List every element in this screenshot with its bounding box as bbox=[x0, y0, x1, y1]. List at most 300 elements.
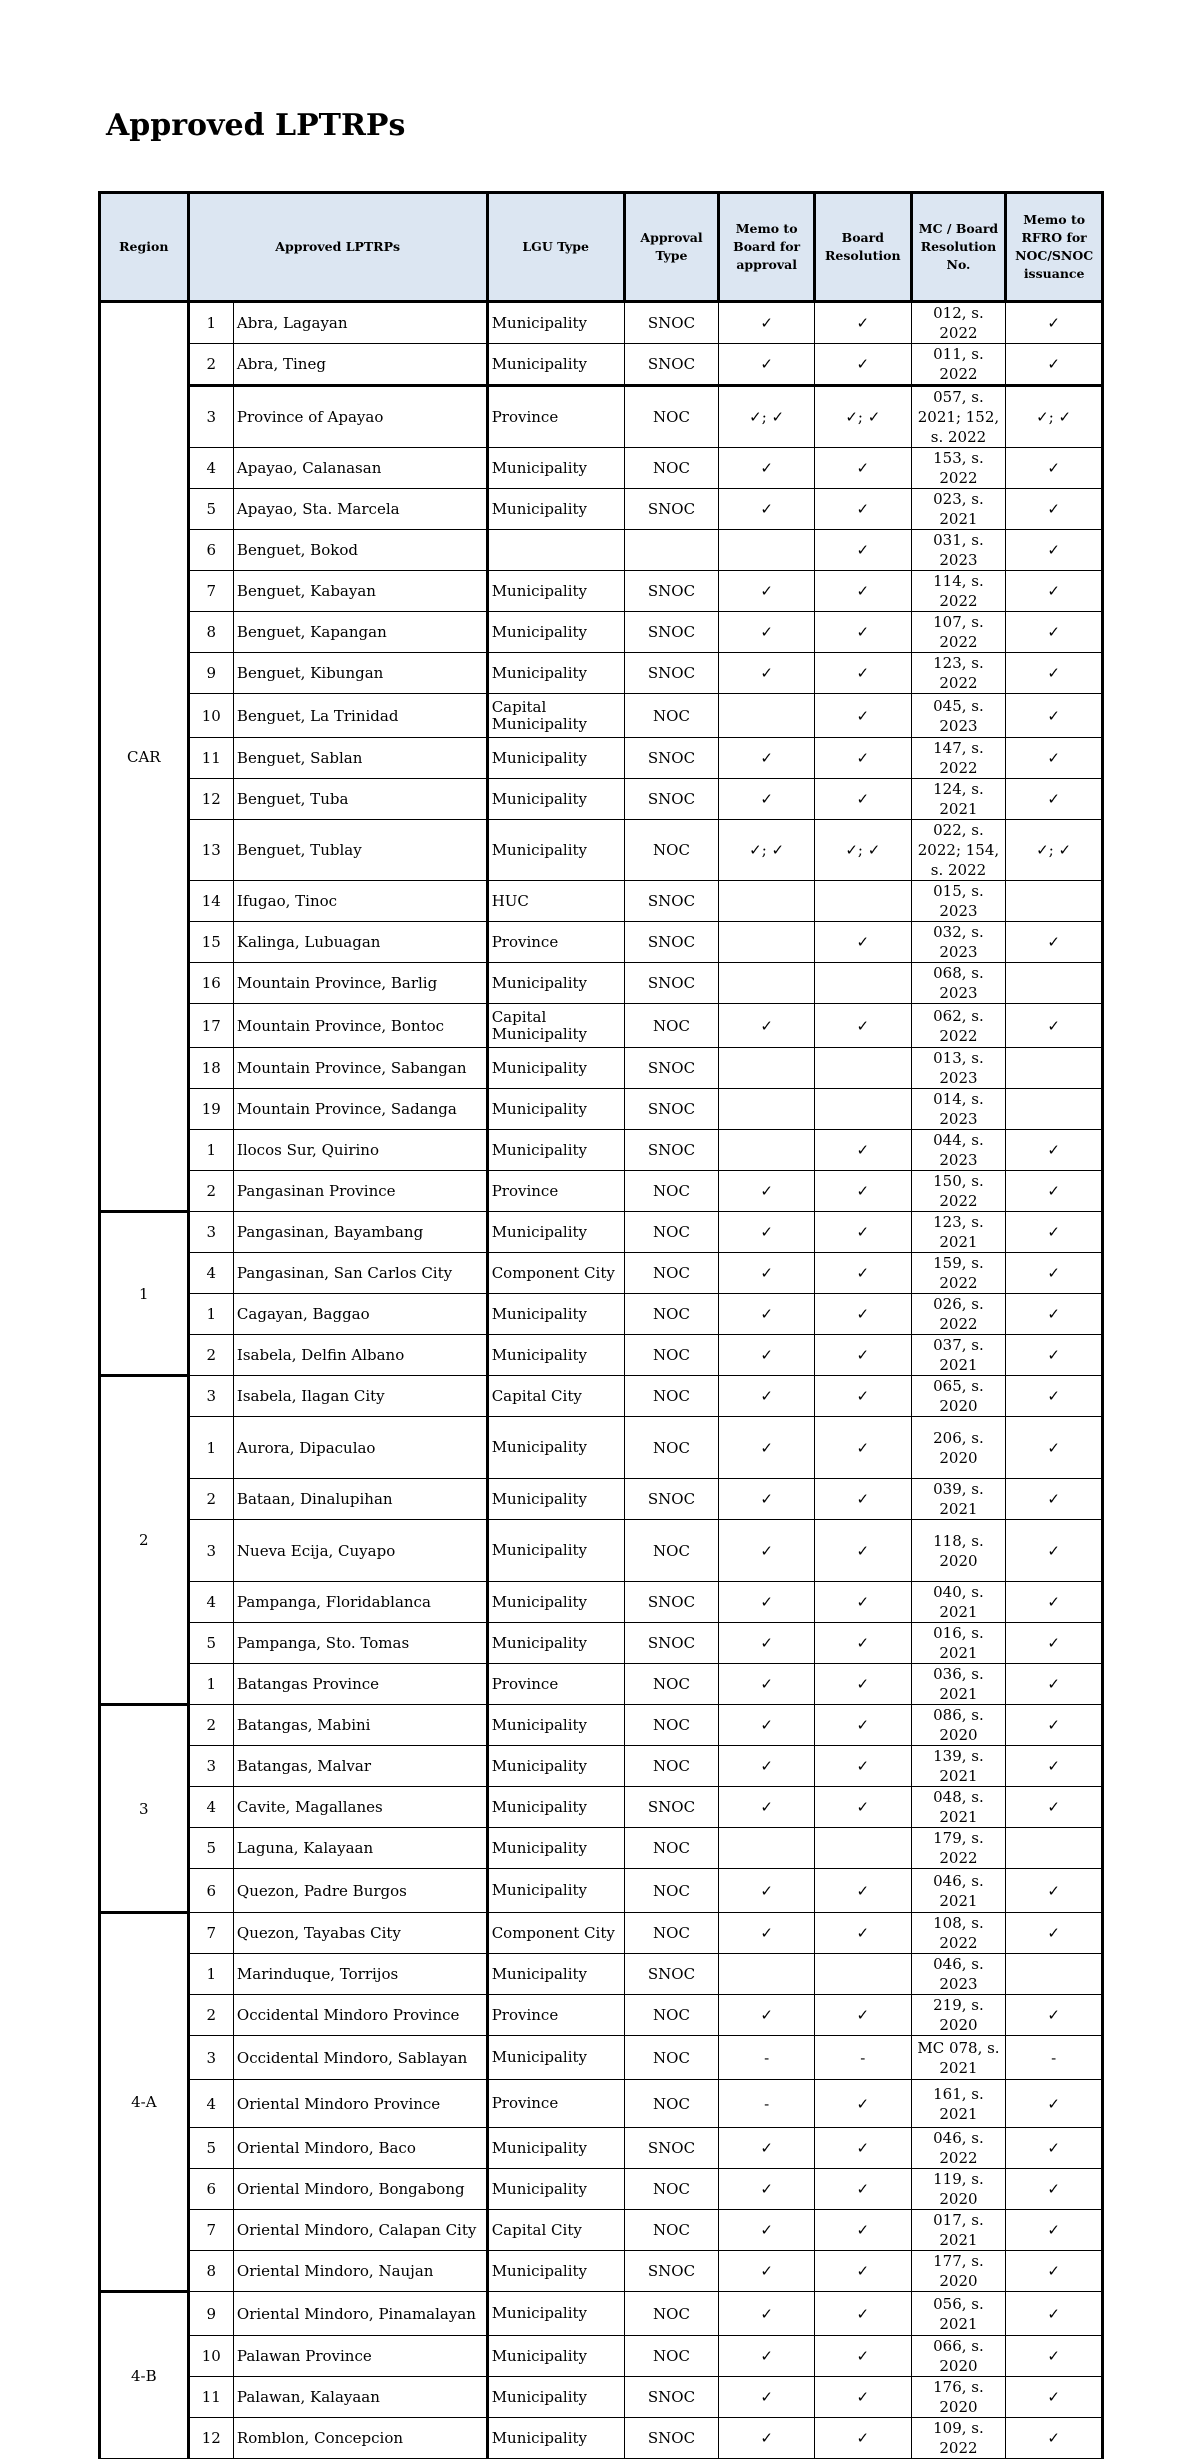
approval-type: SNOC bbox=[624, 1623, 719, 1664]
row-number: 1 bbox=[188, 1954, 233, 1995]
mc-number: 039, s. 2021 bbox=[911, 1479, 1006, 1520]
approval-type: NOC bbox=[624, 1335, 719, 1376]
row-number: 8 bbox=[188, 612, 233, 653]
header-memo-board: Memo to Board for approval bbox=[719, 193, 815, 302]
lgu-type: Municipality bbox=[487, 2418, 624, 2459]
lgu-type: Province bbox=[487, 2080, 624, 2128]
mc-number: 139, s. 2021 bbox=[911, 1746, 1006, 1787]
mc-number: MC 078, s. 2021 bbox=[911, 2036, 1006, 2080]
approval-type: SNOC bbox=[624, 1787, 719, 1828]
memo-rfro-check: ✓ bbox=[1006, 2210, 1103, 2251]
lgu-type: Municipality bbox=[487, 1417, 624, 1479]
table-row bbox=[100, 1913, 1103, 1954]
memo-board-check bbox=[719, 922, 815, 963]
approval-type: SNOC bbox=[624, 922, 719, 963]
approval-type: SNOC bbox=[624, 881, 719, 922]
table-row bbox=[100, 1623, 1103, 1664]
lptrp-name: Oriental Mindoro, Naujan bbox=[233, 2251, 487, 2292]
lptrp-name: Isabela, Delfin Albano bbox=[233, 1335, 487, 1376]
mc-number: 046, s. 2023 bbox=[911, 1954, 1006, 1995]
board-resolution-check: ✓ bbox=[814, 1869, 911, 1913]
row-number: 12 bbox=[188, 779, 233, 820]
board-resolution-check: ✓ bbox=[814, 489, 911, 530]
row-number: 5 bbox=[188, 2128, 233, 2169]
board-resolution-check: ✓; ✓ bbox=[814, 386, 911, 448]
memo-rfro-check: ✓ bbox=[1006, 2377, 1103, 2418]
table-row bbox=[100, 1705, 1103, 1746]
approval-type: NOC bbox=[624, 1869, 719, 1913]
memo-rfro-check: ✓ bbox=[1006, 1294, 1103, 1335]
row-number: 3 bbox=[188, 1520, 233, 1582]
lgu-type: Municipality bbox=[487, 2292, 624, 2336]
row-number: 4 bbox=[188, 1253, 233, 1294]
row-number: 13 bbox=[188, 820, 233, 881]
page-title: Approved LPTRPs bbox=[106, 108, 406, 143]
lptrp-name: Oriental Mindoro, Bongabong bbox=[233, 2169, 487, 2210]
board-resolution-check: ✓ bbox=[814, 2128, 911, 2169]
board-resolution-check: ✓ bbox=[814, 612, 911, 653]
table-row bbox=[100, 1995, 1103, 2036]
lgu-type: Municipality bbox=[487, 1089, 624, 1130]
lgu-type: Municipality bbox=[487, 489, 624, 530]
lptrp-name: Ifugao, Tinoc bbox=[233, 881, 487, 922]
mc-number: 109, s. 2022 bbox=[911, 2418, 1006, 2459]
memo-board-check: ✓ bbox=[719, 344, 815, 386]
row-number: 12 bbox=[188, 2418, 233, 2459]
memo-board-check bbox=[719, 694, 815, 738]
row-number: 9 bbox=[188, 653, 233, 694]
memo-board-check: ✓ bbox=[719, 1376, 815, 1417]
approval-type: SNOC bbox=[624, 738, 719, 779]
lptrp-name: Palawan, Kalayaan bbox=[233, 2377, 487, 2418]
board-resolution-check: ✓ bbox=[814, 302, 911, 344]
region-cell: 3 bbox=[100, 1705, 189, 1913]
mc-number: 206, s. 2020 bbox=[911, 1417, 1006, 1479]
lptrp-name: Oriental Mindoro, Calapan City bbox=[233, 2210, 487, 2251]
lptrp-name: Apayao, Calanasan bbox=[233, 448, 487, 489]
lptrp-name: Oriental Mindoro, Pinamalayan bbox=[233, 2292, 487, 2336]
approval-type: SNOC bbox=[624, 1089, 719, 1130]
table-row bbox=[100, 1171, 1103, 1212]
mc-number: 037, s. 2021 bbox=[911, 1335, 1006, 1376]
row-number: 5 bbox=[188, 1623, 233, 1664]
region-cell: 1 bbox=[100, 1212, 189, 1376]
memo-board-check: ✓ bbox=[719, 2128, 815, 2169]
memo-rfro-check: ✓ bbox=[1006, 2169, 1103, 2210]
memo-board-check: ✓; ✓ bbox=[719, 386, 815, 448]
memo-board-check: ✓ bbox=[719, 1623, 815, 1664]
memo-rfro-check: ✓ bbox=[1006, 448, 1103, 489]
row-number: 2 bbox=[188, 1705, 233, 1746]
mc-number: 119, s. 2020 bbox=[911, 2169, 1006, 2210]
header-lgu-type: LGU Type bbox=[487, 193, 624, 302]
table-row bbox=[100, 1212, 1103, 1253]
region-cell: 2 bbox=[100, 1376, 189, 1705]
table-row bbox=[100, 1048, 1103, 1089]
lptrp-name: Pangasinan, San Carlos City bbox=[233, 1253, 487, 1294]
board-resolution-check: ✓ bbox=[814, 1787, 911, 1828]
lptrp-name: Mountain Province, Barlig bbox=[233, 963, 487, 1004]
board-resolution-check: ✓ bbox=[814, 344, 911, 386]
mc-number: 036, s. 2021 bbox=[911, 1664, 1006, 1705]
approval-type: SNOC bbox=[624, 653, 719, 694]
approval-type: NOC bbox=[624, 2036, 719, 2080]
mc-number: 065, s. 2020 bbox=[911, 1376, 1006, 1417]
header-mc-no: MC / Board Resolution No. bbox=[911, 193, 1006, 302]
region-cell: 4-B bbox=[100, 2292, 189, 2459]
row-number: 6 bbox=[188, 2169, 233, 2210]
mc-number: 014, s. 2023 bbox=[911, 1089, 1006, 1130]
memo-rfro-check: ✓ bbox=[1006, 344, 1103, 386]
lgu-type: Municipality bbox=[487, 779, 624, 820]
approval-type: NOC bbox=[624, 1520, 719, 1582]
lptrp-name: Quezon, Tayabas City bbox=[233, 1913, 487, 1954]
board-resolution-check bbox=[814, 1954, 911, 1995]
table-body bbox=[100, 302, 1103, 2459]
lgu-type: Municipality bbox=[487, 2377, 624, 2418]
memo-rfro-check: ✓ bbox=[1006, 1869, 1103, 1913]
lptrp-name: Mountain Province, Sabangan bbox=[233, 1048, 487, 1089]
lptrp-name: Apayao, Sta. Marcela bbox=[233, 489, 487, 530]
mc-number: 023, s. 2021 bbox=[911, 489, 1006, 530]
memo-board-check: ✓ bbox=[719, 489, 815, 530]
row-number: 2 bbox=[188, 344, 233, 386]
mc-number: 016, s. 2021 bbox=[911, 1623, 1006, 1664]
memo-board-check: ✓ bbox=[719, 1004, 815, 1048]
memo-rfro-check: ✓; ✓ bbox=[1006, 820, 1103, 881]
approval-type: SNOC bbox=[624, 612, 719, 653]
lptrp-name: Ilocos Sur, Quirino bbox=[233, 1130, 487, 1171]
table-row bbox=[100, 1582, 1103, 1623]
row-number: 2 bbox=[188, 1171, 233, 1212]
row-number: 5 bbox=[188, 1828, 233, 1869]
lgu-type: Municipality bbox=[487, 653, 624, 694]
memo-board-check: ✓ bbox=[719, 2377, 815, 2418]
memo-rfro-check: ✓ bbox=[1006, 1376, 1103, 1417]
memo-board-check: ✓ bbox=[719, 1171, 815, 1212]
board-resolution-check: ✓ bbox=[814, 2292, 911, 2336]
approval-type: SNOC bbox=[624, 1130, 719, 1171]
table-row bbox=[100, 738, 1103, 779]
lgu-type: Municipality bbox=[487, 738, 624, 779]
mc-number: 040, s. 2021 bbox=[911, 1582, 1006, 1623]
memo-rfro-check: ✓ bbox=[1006, 2251, 1103, 2292]
memo-rfro-check: ✓ bbox=[1006, 2292, 1103, 2336]
mc-number: 022, s. 2022; 154, s. 2022 bbox=[911, 820, 1006, 881]
approval-type: SNOC bbox=[624, 1954, 719, 1995]
row-number: 16 bbox=[188, 963, 233, 1004]
row-number: 4 bbox=[188, 448, 233, 489]
memo-board-check bbox=[719, 530, 815, 571]
memo-board-check: ✓ bbox=[719, 779, 815, 820]
mc-number: 179, s. 2022 bbox=[911, 1828, 1006, 1869]
approval-type: SNOC bbox=[624, 1582, 719, 1623]
lptrp-name: Oriental Mindoro Province bbox=[233, 2080, 487, 2128]
memo-rfro-check: ✓ bbox=[1006, 1995, 1103, 2036]
row-number: 8 bbox=[188, 2251, 233, 2292]
memo-rfro-check: ✓ bbox=[1006, 1746, 1103, 1787]
approval-type: NOC bbox=[624, 1913, 719, 1954]
row-number: 1 bbox=[188, 1294, 233, 1335]
memo-rfro-check: ✓; ✓ bbox=[1006, 386, 1103, 448]
board-resolution-check: ✓ bbox=[814, 2418, 911, 2459]
board-resolution-check: ✓ bbox=[814, 1913, 911, 1954]
table-row bbox=[100, 1294, 1103, 1335]
table-row bbox=[100, 922, 1103, 963]
lptrp-name: Occidental Mindoro Province bbox=[233, 1995, 487, 2036]
memo-rfro-check bbox=[1006, 1048, 1103, 1089]
table-row bbox=[100, 779, 1103, 820]
approval-type: SNOC bbox=[624, 779, 719, 820]
memo-board-check bbox=[719, 1828, 815, 1869]
lptrp-name: Occidental Mindoro, Sablayan bbox=[233, 2036, 487, 2080]
mc-number: 017, s. 2021 bbox=[911, 2210, 1006, 2251]
board-resolution-check: ✓ bbox=[814, 1479, 911, 1520]
memo-board-check bbox=[719, 1048, 815, 1089]
approval-type bbox=[624, 530, 719, 571]
board-resolution-check: ✓ bbox=[814, 2377, 911, 2418]
lgu-type: Municipality bbox=[487, 1746, 624, 1787]
approval-type: NOC bbox=[624, 820, 719, 881]
board-resolution-check: ✓ bbox=[814, 1705, 911, 1746]
lgu-type: Municipality bbox=[487, 2036, 624, 2080]
memo-board-check bbox=[719, 1954, 815, 1995]
approval-type: SNOC bbox=[624, 1479, 719, 1520]
memo-board-check: ✓ bbox=[719, 2251, 815, 2292]
board-resolution-check: ✓ bbox=[814, 1664, 911, 1705]
table-row bbox=[100, 448, 1103, 489]
mc-number: 123, s. 2021 bbox=[911, 1212, 1006, 1253]
mc-number: 032, s. 2023 bbox=[911, 922, 1006, 963]
lptrp-name: Benguet, Kibungan bbox=[233, 653, 487, 694]
memo-board-check bbox=[719, 963, 815, 1004]
lgu-type: Municipality bbox=[487, 2336, 624, 2377]
table-row bbox=[100, 1954, 1103, 1995]
approval-type: NOC bbox=[624, 1664, 719, 1705]
lgu-type: Province bbox=[487, 386, 624, 448]
approval-type: NOC bbox=[624, 1417, 719, 1479]
memo-rfro-check: ✓ bbox=[1006, 1417, 1103, 1479]
lptrp-name: Nueva Ecija, Cuyapo bbox=[233, 1520, 487, 1582]
memo-board-check: ✓ bbox=[719, 1253, 815, 1294]
memo-board-check: ✓ bbox=[719, 1212, 815, 1253]
memo-rfro-check: ✓ bbox=[1006, 1664, 1103, 1705]
lptrp-name: Benguet, Tublay bbox=[233, 820, 487, 881]
lgu-type: Municipality bbox=[487, 1520, 624, 1582]
table-row bbox=[100, 571, 1103, 612]
lgu-type: Municipality bbox=[487, 1048, 624, 1089]
lptrp-name: Benguet, Bokod bbox=[233, 530, 487, 571]
memo-board-check: ✓ bbox=[719, 1746, 815, 1787]
memo-board-check: ✓ bbox=[719, 2336, 815, 2377]
table-row bbox=[100, 653, 1103, 694]
memo-rfro-check: ✓ bbox=[1006, 2080, 1103, 2128]
row-number: 3 bbox=[188, 1212, 233, 1253]
memo-board-check: ✓ bbox=[719, 2418, 815, 2459]
lgu-type: Municipality bbox=[487, 1130, 624, 1171]
lgu-type: Province bbox=[487, 1171, 624, 1212]
board-resolution-check: ✓ bbox=[814, 1212, 911, 1253]
row-number: 1 bbox=[188, 302, 233, 344]
approval-type: NOC bbox=[624, 2210, 719, 2251]
lptrp-name: Romblon, Concepcion bbox=[233, 2418, 487, 2459]
memo-board-check: ✓ bbox=[719, 612, 815, 653]
approval-type: NOC bbox=[624, 2336, 719, 2377]
table-row bbox=[100, 2036, 1103, 2080]
memo-rfro-check: ✓ bbox=[1006, 489, 1103, 530]
memo-rfro-check: ✓ bbox=[1006, 1623, 1103, 1664]
board-resolution-check: ✓ bbox=[814, 1004, 911, 1048]
board-resolution-check bbox=[814, 963, 911, 1004]
lptrp-name: Abra, Lagayan bbox=[233, 302, 487, 344]
lgu-type: Municipality bbox=[487, 571, 624, 612]
mc-number: 056, s. 2021 bbox=[911, 2292, 1006, 2336]
lgu-type: Municipality bbox=[487, 1582, 624, 1623]
row-number: 2 bbox=[188, 1479, 233, 1520]
approval-type: NOC bbox=[624, 1171, 719, 1212]
lptrp-name: Benguet, Tuba bbox=[233, 779, 487, 820]
memo-board-check: ✓ bbox=[719, 1869, 815, 1913]
board-resolution-check: ✓ bbox=[814, 1746, 911, 1787]
lptrp-name: Palawan Province bbox=[233, 2336, 487, 2377]
memo-rfro-check: ✓ bbox=[1006, 1335, 1103, 1376]
mc-number: 159, s. 2022 bbox=[911, 1253, 1006, 1294]
board-resolution-check: ✓ bbox=[814, 1520, 911, 1582]
memo-board-check: ✓ bbox=[719, 1705, 815, 1746]
memo-board-check: ✓ bbox=[719, 1913, 815, 1954]
row-number: 19 bbox=[188, 1089, 233, 1130]
lgu-type: Component City bbox=[487, 1253, 624, 1294]
memo-rfro-check: ✓ bbox=[1006, 738, 1103, 779]
table-row bbox=[100, 1520, 1103, 1582]
memo-rfro-check bbox=[1006, 963, 1103, 1004]
board-resolution-check: ✓ bbox=[814, 1253, 911, 1294]
table-row bbox=[100, 1787, 1103, 1828]
table-row bbox=[100, 1335, 1103, 1376]
memo-board-check: ✓ bbox=[719, 1294, 815, 1335]
lgu-type: Municipality bbox=[487, 1479, 624, 1520]
row-number: 10 bbox=[188, 2336, 233, 2377]
memo-rfro-check: ✓ bbox=[1006, 2418, 1103, 2459]
lgu-type: Municipality bbox=[487, 963, 624, 1004]
row-number: 18 bbox=[188, 1048, 233, 1089]
memo-board-check: ✓ bbox=[719, 1479, 815, 1520]
mc-number: 057, s. 2021; 152, s. 2022 bbox=[911, 386, 1006, 448]
board-resolution-check: ✓ bbox=[814, 1130, 911, 1171]
board-resolution-check: ✓ bbox=[814, 1582, 911, 1623]
mc-number: 153, s. 2022 bbox=[911, 448, 1006, 489]
memo-board-check: ✓ bbox=[719, 1787, 815, 1828]
approval-type: NOC bbox=[624, 2292, 719, 2336]
lptrp-name: Laguna, Kalayaan bbox=[233, 1828, 487, 1869]
lptrp-name: Batangas, Malvar bbox=[233, 1746, 487, 1787]
mc-number: 147, s. 2022 bbox=[911, 738, 1006, 779]
row-number: 17 bbox=[188, 1004, 233, 1048]
lptrp-name: Benguet, Sablan bbox=[233, 738, 487, 779]
table-row bbox=[100, 344, 1103, 386]
lptrp-name: Bataan, Dinalupihan bbox=[233, 1479, 487, 1520]
mc-number: 150, s. 2022 bbox=[911, 1171, 1006, 1212]
mc-number: 108, s. 2022 bbox=[911, 1913, 1006, 1954]
memo-rfro-check: ✓ bbox=[1006, 779, 1103, 820]
approval-type: SNOC bbox=[624, 963, 719, 1004]
table-row bbox=[100, 1479, 1103, 1520]
row-number: 6 bbox=[188, 1869, 233, 1913]
row-number: 9 bbox=[188, 2292, 233, 2336]
memo-rfro-check bbox=[1006, 1828, 1103, 1869]
board-resolution-check: ✓ bbox=[814, 1171, 911, 1212]
memo-board-check bbox=[719, 881, 815, 922]
lgu-type: Municipality bbox=[487, 1828, 624, 1869]
memo-rfro-check: ✓ bbox=[1006, 1212, 1103, 1253]
memo-rfro-check: ✓ bbox=[1006, 1130, 1103, 1171]
memo-board-check: ✓ bbox=[719, 1582, 815, 1623]
board-resolution-check bbox=[814, 1048, 911, 1089]
row-number: 7 bbox=[188, 571, 233, 612]
lgu-type: Municipality bbox=[487, 2251, 624, 2292]
table-row bbox=[100, 1004, 1103, 1048]
lptrp-name: Pampanga, Floridablanca bbox=[233, 1582, 487, 1623]
memo-board-check: ✓ bbox=[719, 1995, 815, 2036]
board-resolution-check: ✓ bbox=[814, 2336, 911, 2377]
board-resolution-check: - bbox=[814, 2036, 911, 2080]
row-number: 7 bbox=[188, 2210, 233, 2251]
memo-board-check: ✓ bbox=[719, 1417, 815, 1479]
memo-rfro-check: ✓ bbox=[1006, 2128, 1103, 2169]
board-resolution-check: ✓ bbox=[814, 1376, 911, 1417]
mc-number: 048, s. 2021 bbox=[911, 1787, 1006, 1828]
memo-board-check: ✓ bbox=[719, 571, 815, 612]
approval-type: SNOC bbox=[624, 489, 719, 530]
board-resolution-check bbox=[814, 1828, 911, 1869]
mc-number: 011, s. 2022 bbox=[911, 344, 1006, 386]
lptrp-name: Isabela, Ilagan City bbox=[233, 1376, 487, 1417]
approval-type: NOC bbox=[624, 694, 719, 738]
lptrp-name: Oriental Mindoro, Baco bbox=[233, 2128, 487, 2169]
row-number: 2 bbox=[188, 1335, 233, 1376]
mc-number: 066, s. 2020 bbox=[911, 2336, 1006, 2377]
memo-board-check: ✓ bbox=[719, 653, 815, 694]
mc-number: 118, s. 2020 bbox=[911, 1520, 1006, 1582]
mc-number: 012, s. 2022 bbox=[911, 302, 1006, 344]
lgu-type: Municipality bbox=[487, 1335, 624, 1376]
header-memo-rfro: Memo to RFRO for NOC/SNOC issuance bbox=[1006, 193, 1103, 302]
memo-board-check: ✓ bbox=[719, 2292, 815, 2336]
row-number: 3 bbox=[188, 2036, 233, 2080]
lgu-type: Capital Municipality bbox=[487, 694, 624, 738]
approval-type: SNOC bbox=[624, 2251, 719, 2292]
approval-type: SNOC bbox=[624, 2128, 719, 2169]
row-number: 15 bbox=[188, 922, 233, 963]
table-row bbox=[100, 1869, 1103, 1913]
memo-board-check: ✓ bbox=[719, 302, 815, 344]
approval-type: NOC bbox=[624, 1746, 719, 1787]
lgu-type: Component City bbox=[487, 1913, 624, 1954]
memo-rfro-check: ✓ bbox=[1006, 1171, 1103, 1212]
board-resolution-check: ✓ bbox=[814, 2210, 911, 2251]
approval-type: NOC bbox=[624, 1828, 719, 1869]
table-row bbox=[100, 2251, 1103, 2292]
mc-number: 176, s. 2020 bbox=[911, 2377, 1006, 2418]
table-row bbox=[100, 2377, 1103, 2418]
memo-board-check: ✓ bbox=[719, 448, 815, 489]
table-row bbox=[100, 1089, 1103, 1130]
mc-number: 026, s. 2022 bbox=[911, 1294, 1006, 1335]
lgu-type: Municipality bbox=[487, 448, 624, 489]
mc-number: 177, s. 2020 bbox=[911, 2251, 1006, 2292]
lgu-type: HUC bbox=[487, 881, 624, 922]
row-number: 3 bbox=[188, 386, 233, 448]
